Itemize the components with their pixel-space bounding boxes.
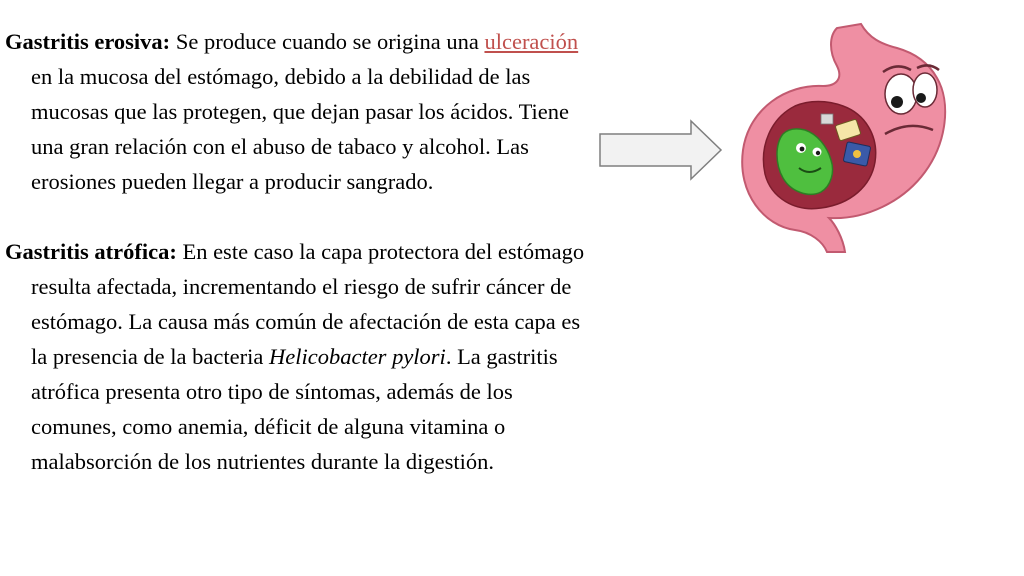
term-gastritis-atrofica: Gastritis atrófica:	[5, 239, 177, 264]
bacteria-name: Helicobacter pylori	[268, 344, 446, 369]
paragraph-gastritis-atrofica	[5, 234, 595, 479]
atrofica-text-2: . La gastritis atrófica presenta otro tipo de síntomas, además de los comunes, como anemia, déficit de alguna vitamina o malabsorción de los nutrientes durante la digestión.	[31, 344, 558, 474]
erosiva-text-2: en la mucosa del estómago, debido a la debilidad de las mucosas que las protegen, que dejan pasar los ácidos. Tiene una gran relación con el abuso de tabaco y alcohol. Las erosiones pueden llegar a producir sangrado.	[31, 64, 570, 194]
ulceracion-link[interactable]: ulceración	[484, 29, 579, 54]
right-arrow-icon	[598, 119, 724, 181]
paragraph-gastritis-erosiva	[5, 24, 595, 199]
atrofica-text-1: En este caso la capa protectora del estómago resulta afectada, incrementando el riesgo de sufrir cáncer de estómago. La causa más común de afectación de esta capa es la presencia de la bacteria	[31, 239, 585, 369]
term-gastritis-erosiva: Gastritis erosiva:	[5, 29, 171, 54]
sad-stomach-illustration	[725, 22, 965, 254]
erosiva-text-1: Se produce cuando se origina una	[170, 29, 485, 54]
text-column	[5, 24, 595, 479]
